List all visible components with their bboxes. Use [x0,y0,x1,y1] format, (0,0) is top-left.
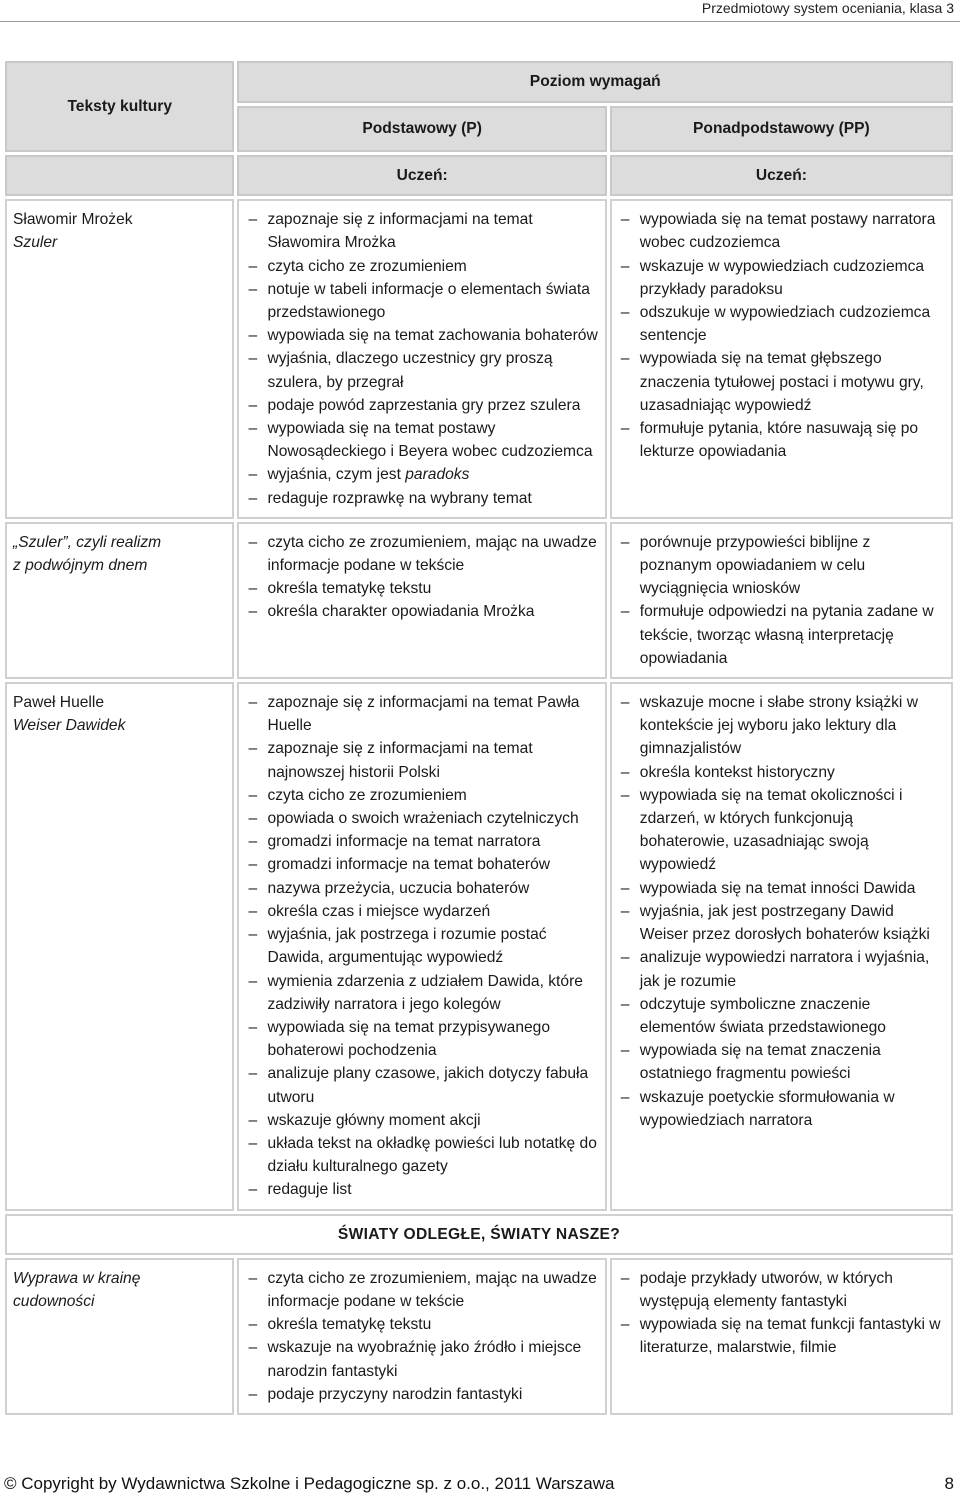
list-item: – wypowiada się na temat funkcji fantastyki w literaturze, malarstwie, filmie [618,1313,945,1359]
advanced-requirements-cell [610,522,953,679]
table-row [5,522,953,679]
work-title: „Szuler”, czyli realizm [13,533,162,551]
list-item: – czyta cicho ze zrozumieniem, mając na uwadze informacje podane w tekście [245,1267,598,1313]
header-empty [5,155,234,196]
basic-list [245,531,598,624]
list-item: – analizuje wypowiedzi narratora i wyjaśnia, jak je rozumie [618,946,945,992]
list-item: – zapoznaje się z informacjami na temat najnowszej historii Polski [245,737,598,783]
table-row [5,682,953,1210]
text-cell [5,1258,234,1415]
list-item: – określa charakter opowiadania Mrożka [245,600,598,623]
advanced-requirements-cell [610,1258,953,1415]
author-name: Sławomir Mrożek [13,211,133,229]
list-item: – wyjaśnia, jak postrzega i rozumie postać Dawida, argumentując wypowiedź [245,923,598,969]
list-item: – wyjaśnia, jak jest postrzegany Dawid Weiser przez dorosłych bohaterów książki [618,900,945,946]
list-item: – wypowiada się na temat zachowania bohaterów [245,324,598,347]
basic-requirements-cell [237,522,606,679]
header-level: Poziom wymagań [237,61,953,103]
list-item: – wskazuje na wyobraźnię jako źródło i miejsce narodzin fantastyki [245,1336,598,1382]
list-item: – podaje przyczyny narodzin fantastyki [245,1383,598,1406]
table-row [5,1258,953,1415]
basic-requirements-cell [237,682,606,1210]
basic-requirements-cell [237,199,606,519]
work-title: Szuler [13,234,58,252]
advanced-list [618,1267,945,1360]
basic-list [245,1267,598,1406]
text-cell [5,199,234,519]
author-name: Paweł Huelle [13,694,105,712]
list-item: – czyta cicho ze zrozumieniem [245,255,598,278]
work-title: z podwójnym dnem [13,557,148,575]
list-item: – notuje w tabeli informacje o elementach świata przedstawionego [245,278,598,324]
term-paradoks: paradoks [405,466,470,484]
header-level-basic: Podstawowy (P) [237,106,606,152]
advanced-requirements-cell [610,199,953,519]
list-item: – formułuje odpowiedzi na pytania zadane w tekście, tworząc własną interpretację opowiadania [618,600,945,670]
list-item: – określa tematykę tekstu [245,577,598,600]
running-header: Przedmiotowy system oceniania, klasa 3 [701,0,954,16]
advanced-requirements-cell [610,682,953,1210]
advanced-list [618,531,945,670]
list-item: – podaje powód zaprzestania gry przez szulera [245,394,598,417]
list-item: – układa tekst na okładkę powieści lub notatkę do działu kulturalnego gazety [245,1132,598,1178]
list-item: – określa czas i miejsce wydarzeń [245,900,598,923]
advanced-list [618,208,945,463]
table-row [5,199,953,519]
list-item: – gromadzi informacje na temat narratora [245,830,598,853]
list-item: – wyjaśnia, czym jest paradoks [245,463,598,486]
list-item: – odczytuje symboliczne znaczenie elementów świata przedstawionego [618,993,945,1039]
work-title: Weiser Dawidek [13,717,126,735]
work-title: cudowności [13,1292,95,1310]
page-footer [4,1474,954,1494]
list-item: – czyta cicho ze zrozumieniem, mając na uwadze informacje podane w tekście [245,531,598,577]
header-student-basic: Uczeń: [237,155,606,196]
list-item: – redaguje rozprawkę na wybrany temat [245,487,598,510]
list-item: – wypowiada się na temat postawy narratora wobec cudzoziemca [618,208,945,254]
list-item: – opowiada o swoich wrażeniach czytelniczych [245,807,598,830]
requirements-table [2,58,956,1418]
header-divider [0,21,960,22]
copyright-text: © Copyright by Wydawnictwa Szkolne i Pedagogiczne sp. z o.o., 2011 Warszawa [4,1474,615,1493]
text-cell [5,682,234,1210]
list-item: – czyta cicho ze zrozumieniem [245,784,598,807]
list-item: – określa tematykę tekstu [245,1313,598,1336]
work-title: Wyprawa w krainę [13,1269,141,1287]
list-item: – redaguje list [245,1178,598,1201]
section-title: ŚWIATY ODLEGŁE, ŚWIATY NASZE? [5,1214,953,1255]
header-texts: Teksty kultury [5,61,234,152]
list-item: – wypowiada się na temat przypisywanego bohaterowi pochodzenia [245,1016,598,1062]
list-item: – porównuje przypowieści biblijne z poznanym opowiadaniem w celu wyciągnięcia wniosków [618,531,945,601]
basic-list [245,208,598,510]
list-item: – odszukuje w wypowiedziach cudzoziemca sentencje [618,301,945,347]
list-item: – zapoznaje się z informacjami na temat Sławomira Mrożka [245,208,598,254]
list-item: – wypowiada się na temat inności Dawida [618,877,945,900]
list-item: – wypowiada się na temat znaczenia ostatniego fragmentu powieści [618,1039,945,1085]
list-item: – wskazuje główny moment akcji [245,1109,598,1132]
list-item: – wskazuje poetyckie sformułowania w wypowiedziach narratora [618,1086,945,1132]
section-header-row [5,1214,953,1255]
header-student-advanced: Uczeń: [610,155,953,196]
list-item: – wskazuje mocne i słabe strony książki w kontekście jej wyboru jako lektury dla gimnazjalistów [618,691,945,761]
page-number: 8 [944,1474,954,1493]
list-item: – wskazuje w wypowiedziach cudzoziemca przykłady paradoksu [618,255,945,301]
list-item: – formułuje pytania, które nasuwają się po lekturze opowiadania [618,417,945,463]
header-level-advanced: Ponadpodstawowy (PP) [610,106,953,152]
list-item: – zapoznaje się z informacjami na temat Pawła Huelle [245,691,598,737]
text-cell [5,522,234,679]
list-item: – gromadzi informacje na temat bohaterów [245,853,598,876]
list-item: – podaje przykłady utworów, w których występują elementy fantastyki [618,1267,945,1313]
list-item: – określa kontekst historyczny [618,761,945,784]
basic-list [245,691,598,1201]
list-item: – wymienia zdarzenia z udziałem Dawida, które zadziwiły narratora i jego kolegów [245,970,598,1016]
list-item: – nazywa przeżycia, uczucia bohaterów [245,877,598,900]
list-item: – wypowiada się na temat głębszego znaczenia tytułowej postaci i motywu gry, uzasadniając wypowiedź [618,347,945,417]
basic-requirements-cell [237,1258,606,1415]
advanced-list [618,691,945,1132]
list-item: – analizuje plany czasowe, jakich dotyczy fabuła utworu [245,1062,598,1108]
list-item: – wypowiada się na temat postawy Nowosądeckiego i Beyera wobec cudzoziemca [245,417,598,463]
list-item: – wyjaśnia, dlaczego uczestnicy gry proszą szulera, by przegrał [245,347,598,393]
list-item: – wypowiada się na temat okoliczności i zdarzeń, w których funkcjonują bohaterowie, uzasadniając swoją wypowiedź [618,784,945,877]
